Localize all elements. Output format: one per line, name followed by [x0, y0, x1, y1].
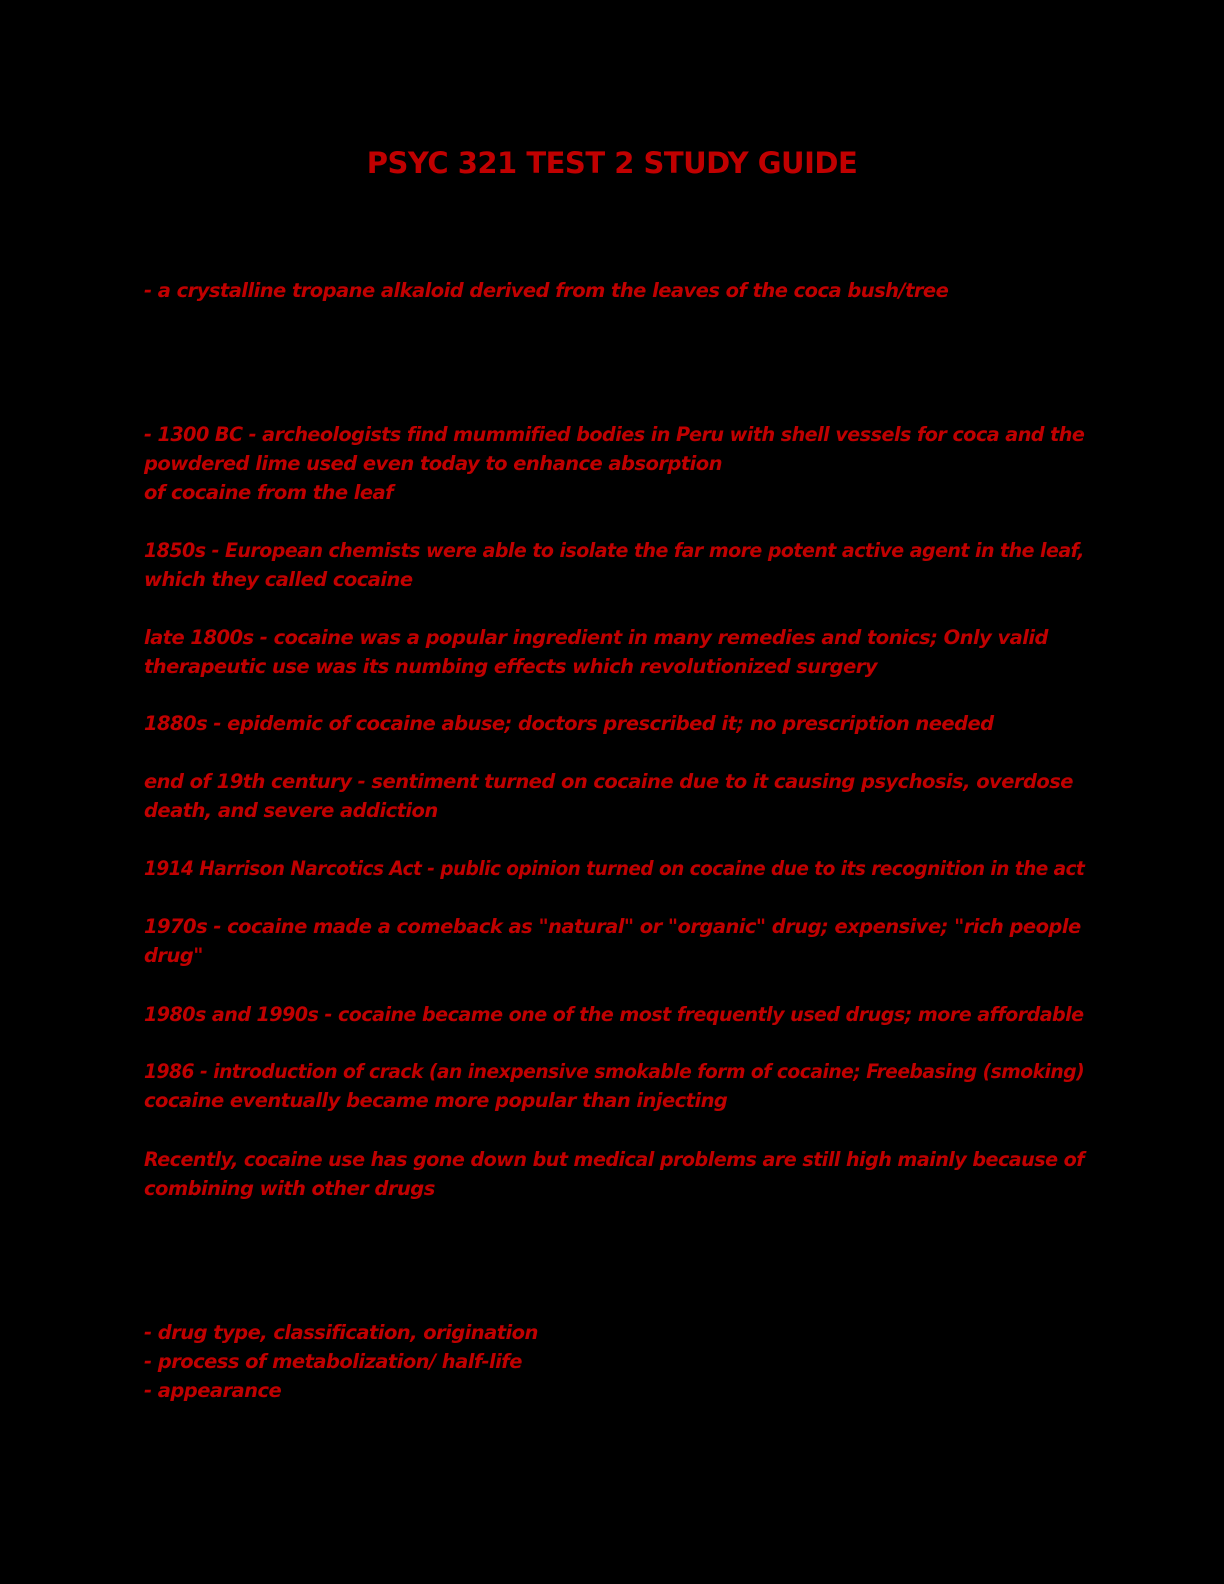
- definition-paragraph: [144, 276, 1084, 305]
- history-line: drug": [144, 944, 203, 968]
- history-line: which they called cocaine: [144, 568, 413, 592]
- history-line: combining with other drugs: [144, 1177, 435, 1201]
- history-line: therapeutic use was its numbing effects which revolutionized surgery: [144, 655, 877, 679]
- topic-item: - drug type, classification, origination: [144, 1321, 538, 1344]
- history-line: of cocaine from the leaf: [144, 481, 394, 505]
- topic-item: - appearance: [144, 1379, 282, 1403]
- history-line: 1850s - European chemists were able to isolate the far more potent active agent in the leaf,: [144, 539, 1084, 562]
- history-entry-end-19th-century: [144, 767, 1084, 825]
- topic-item: - process of metabolization/ half-life: [144, 1350, 522, 1374]
- page-title: PSYC 321 TEST 2 STUDY GUIDE: [366, 146, 858, 180]
- history-entry-late-1800s: [144, 623, 1084, 681]
- topics-list: [144, 1318, 1084, 1406]
- history-line: powdered lime used even today to enhance absorption: [144, 452, 722, 476]
- history-line: 1914 Harrison Narcotics Act - public opinion turned on cocaine due to its recognition in the act: [144, 857, 1085, 880]
- history-line: 1980s and 1990s - cocaine became one of the most frequently used drugs; more affordable: [144, 1003, 1084, 1026]
- history-line: Recently, cocaine use has gone down but medical problems are still high mainly because of: [144, 1148, 1085, 1171]
- history-entry-1970s: [144, 912, 1084, 970]
- history-entry-1300bc: [144, 420, 1084, 508]
- history-line: late 1800s - cocaine was a popular ingredient in many remedies and tonics; Only valid: [144, 626, 1048, 649]
- history-line: 1986 - introduction of crack (an inexpensive smokable form of cocaine; Freebasing (smoking): [144, 1060, 1085, 1083]
- history-line: cocaine eventually became more popular than injecting: [144, 1089, 728, 1113]
- history-entry-recently: [144, 1145, 1084, 1203]
- history-line: death, and severe addiction: [144, 799, 438, 823]
- history-entry-1914: [144, 854, 1084, 883]
- definition-line: - a crystalline tropane alkaloid derived from the leaves of the coca bush/tree: [144, 279, 949, 302]
- history-entry-1980s-1990s: [144, 1000, 1084, 1029]
- history-entry-1850s: [144, 536, 1084, 594]
- history-entry-1986: [144, 1057, 1084, 1115]
- history-line: 1970s - cocaine made a comeback as "natural" or "organic" drug; expensive; "rich people: [144, 915, 1081, 938]
- history-line: 1880s - epidemic of cocaine abuse; doctors prescribed it; no prescription needed: [144, 712, 994, 735]
- history-entry-1880s: [144, 709, 1084, 738]
- history-line: end of 19th century - sentiment turned on cocaine due to it causing psychosis, overdose: [144, 770, 1073, 793]
- history-line: - 1300 BC - archeologists find mummified bodies in Peru with shell vessels for coca and the: [144, 423, 1085, 446]
